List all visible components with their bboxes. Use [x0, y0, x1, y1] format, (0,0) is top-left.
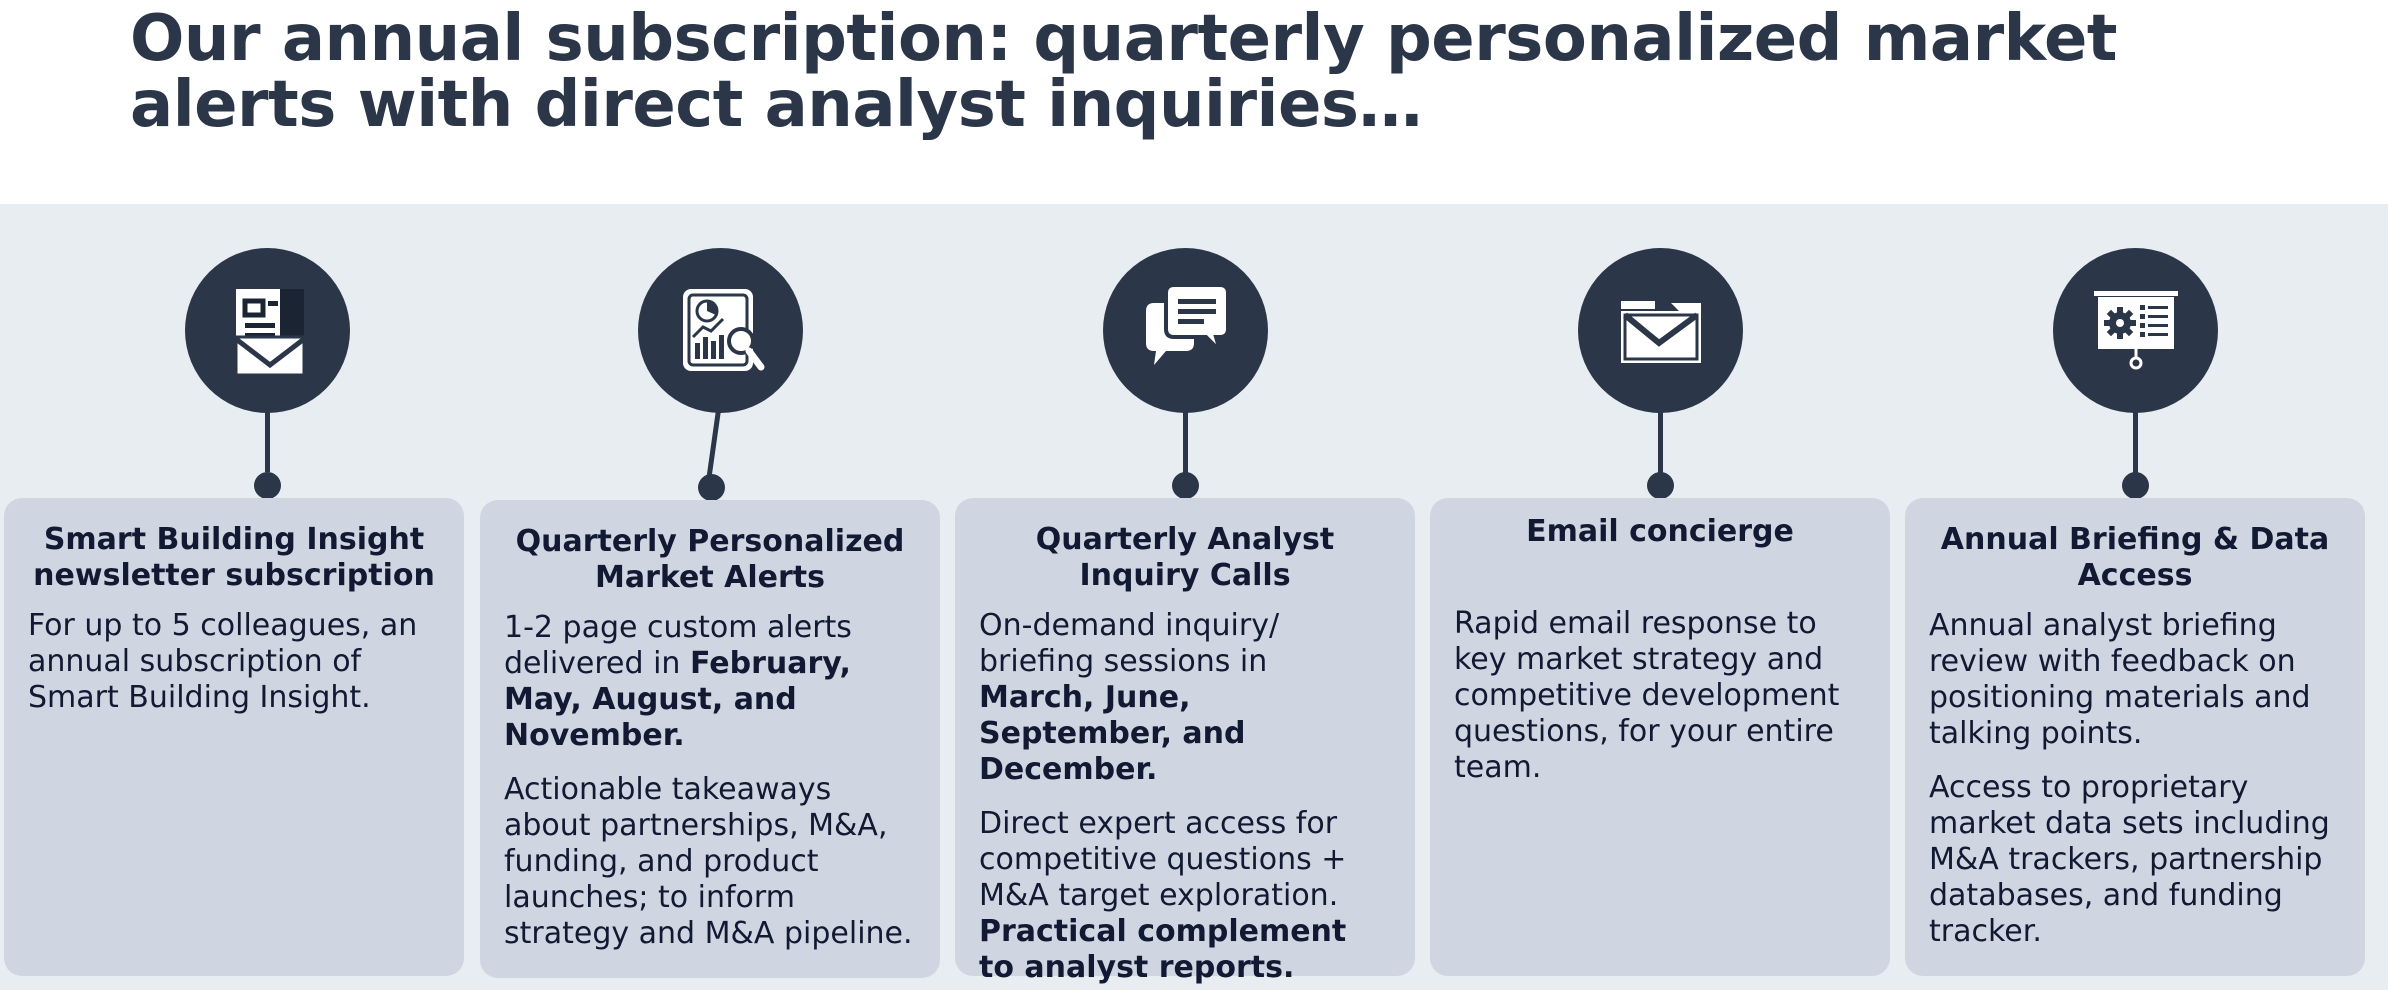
emphasis-text: February, May, August, and November.: [504, 646, 851, 753]
text-run: On-demand inquiry/ briefing sessions in: [979, 608, 1280, 679]
presentation-board-icon: [2086, 281, 2186, 381]
service-column-email-concierge: [1430, 0, 1890, 990]
card-text: Rapid email response to key market strategy and competitive development questions, for your entire team.: [1454, 606, 1840, 785]
service-column-newsletter: [4, 0, 464, 990]
chat-bubbles-icon: [1136, 281, 1236, 381]
card-title: Quarterly Analyst Inquiry Calls: [1035, 522, 1335, 593]
connector-line: [265, 410, 270, 472]
connector-line: [1658, 410, 1663, 480]
icon-badge: [1103, 248, 1268, 413]
connector-line: [2133, 410, 2138, 480]
card-text: [504, 610, 916, 754]
card-title: Quarterly Personalized Market Alerts: [515, 524, 905, 595]
connector-dot: [1172, 472, 1199, 499]
service-card: [1905, 498, 2365, 976]
card-text: [979, 806, 1391, 986]
emphasis-text: March, June, September, and December.: [979, 680, 1246, 787]
card-text: For up to 5 colleagues, an annual subscription of Smart Building Insight.: [28, 608, 418, 715]
connector-dot: [2122, 472, 2149, 499]
service-card: [4, 498, 464, 976]
card-text: Access to proprietary market data sets including M&A trackers, partnership databases, and funding tracker.: [1929, 770, 2330, 949]
service-column-inquiry-calls: [955, 0, 1415, 990]
icon-badge: [2053, 248, 2218, 413]
service-card: [1430, 498, 1890, 976]
card-text: Actionable takeaways about partnerships, M&A, funding, and product launches; to inform strategy and M&A pipeline.: [504, 772, 913, 951]
card-title: Email concierge: [1526, 514, 1794, 549]
connector-line: [1183, 410, 1188, 480]
service-card: [955, 498, 1415, 985]
card-title: Annual Briefing & Data Access: [1940, 522, 2330, 593]
connector-dot: [254, 472, 281, 499]
service-column-briefing-data: [1905, 0, 2365, 990]
connector-dot: [1647, 472, 1674, 499]
card-text: [979, 608, 1391, 788]
newsletter-envelope-icon: [218, 281, 318, 381]
connector-dot: [698, 474, 725, 501]
icon-badge: [1578, 248, 1743, 413]
emphasis-text: Practical complement to analyst reports.: [979, 914, 1347, 985]
page-title: Our annual subscription: quarterly personalized market alerts with direct analyst inquiries…: [130, 2, 2117, 142]
report-analytics-icon: [671, 281, 771, 381]
connector-line: [706, 410, 721, 480]
card-title: Smart Building Insight newsletter subscription: [33, 522, 435, 593]
icon-badge: [638, 248, 803, 413]
icon-badge: [185, 248, 350, 413]
card-text: Annual analyst briefing review with feedback on positioning materials and talking points.: [1929, 608, 2311, 751]
email-envelope-icon: [1611, 281, 1711, 381]
text-run: Direct expert access for competitive questions + M&A target exploration.: [979, 806, 1347, 913]
service-card: [480, 500, 940, 978]
service-column-market-alerts: [480, 0, 940, 990]
text-run: 1-2 page custom alerts delivered in: [504, 610, 852, 681]
